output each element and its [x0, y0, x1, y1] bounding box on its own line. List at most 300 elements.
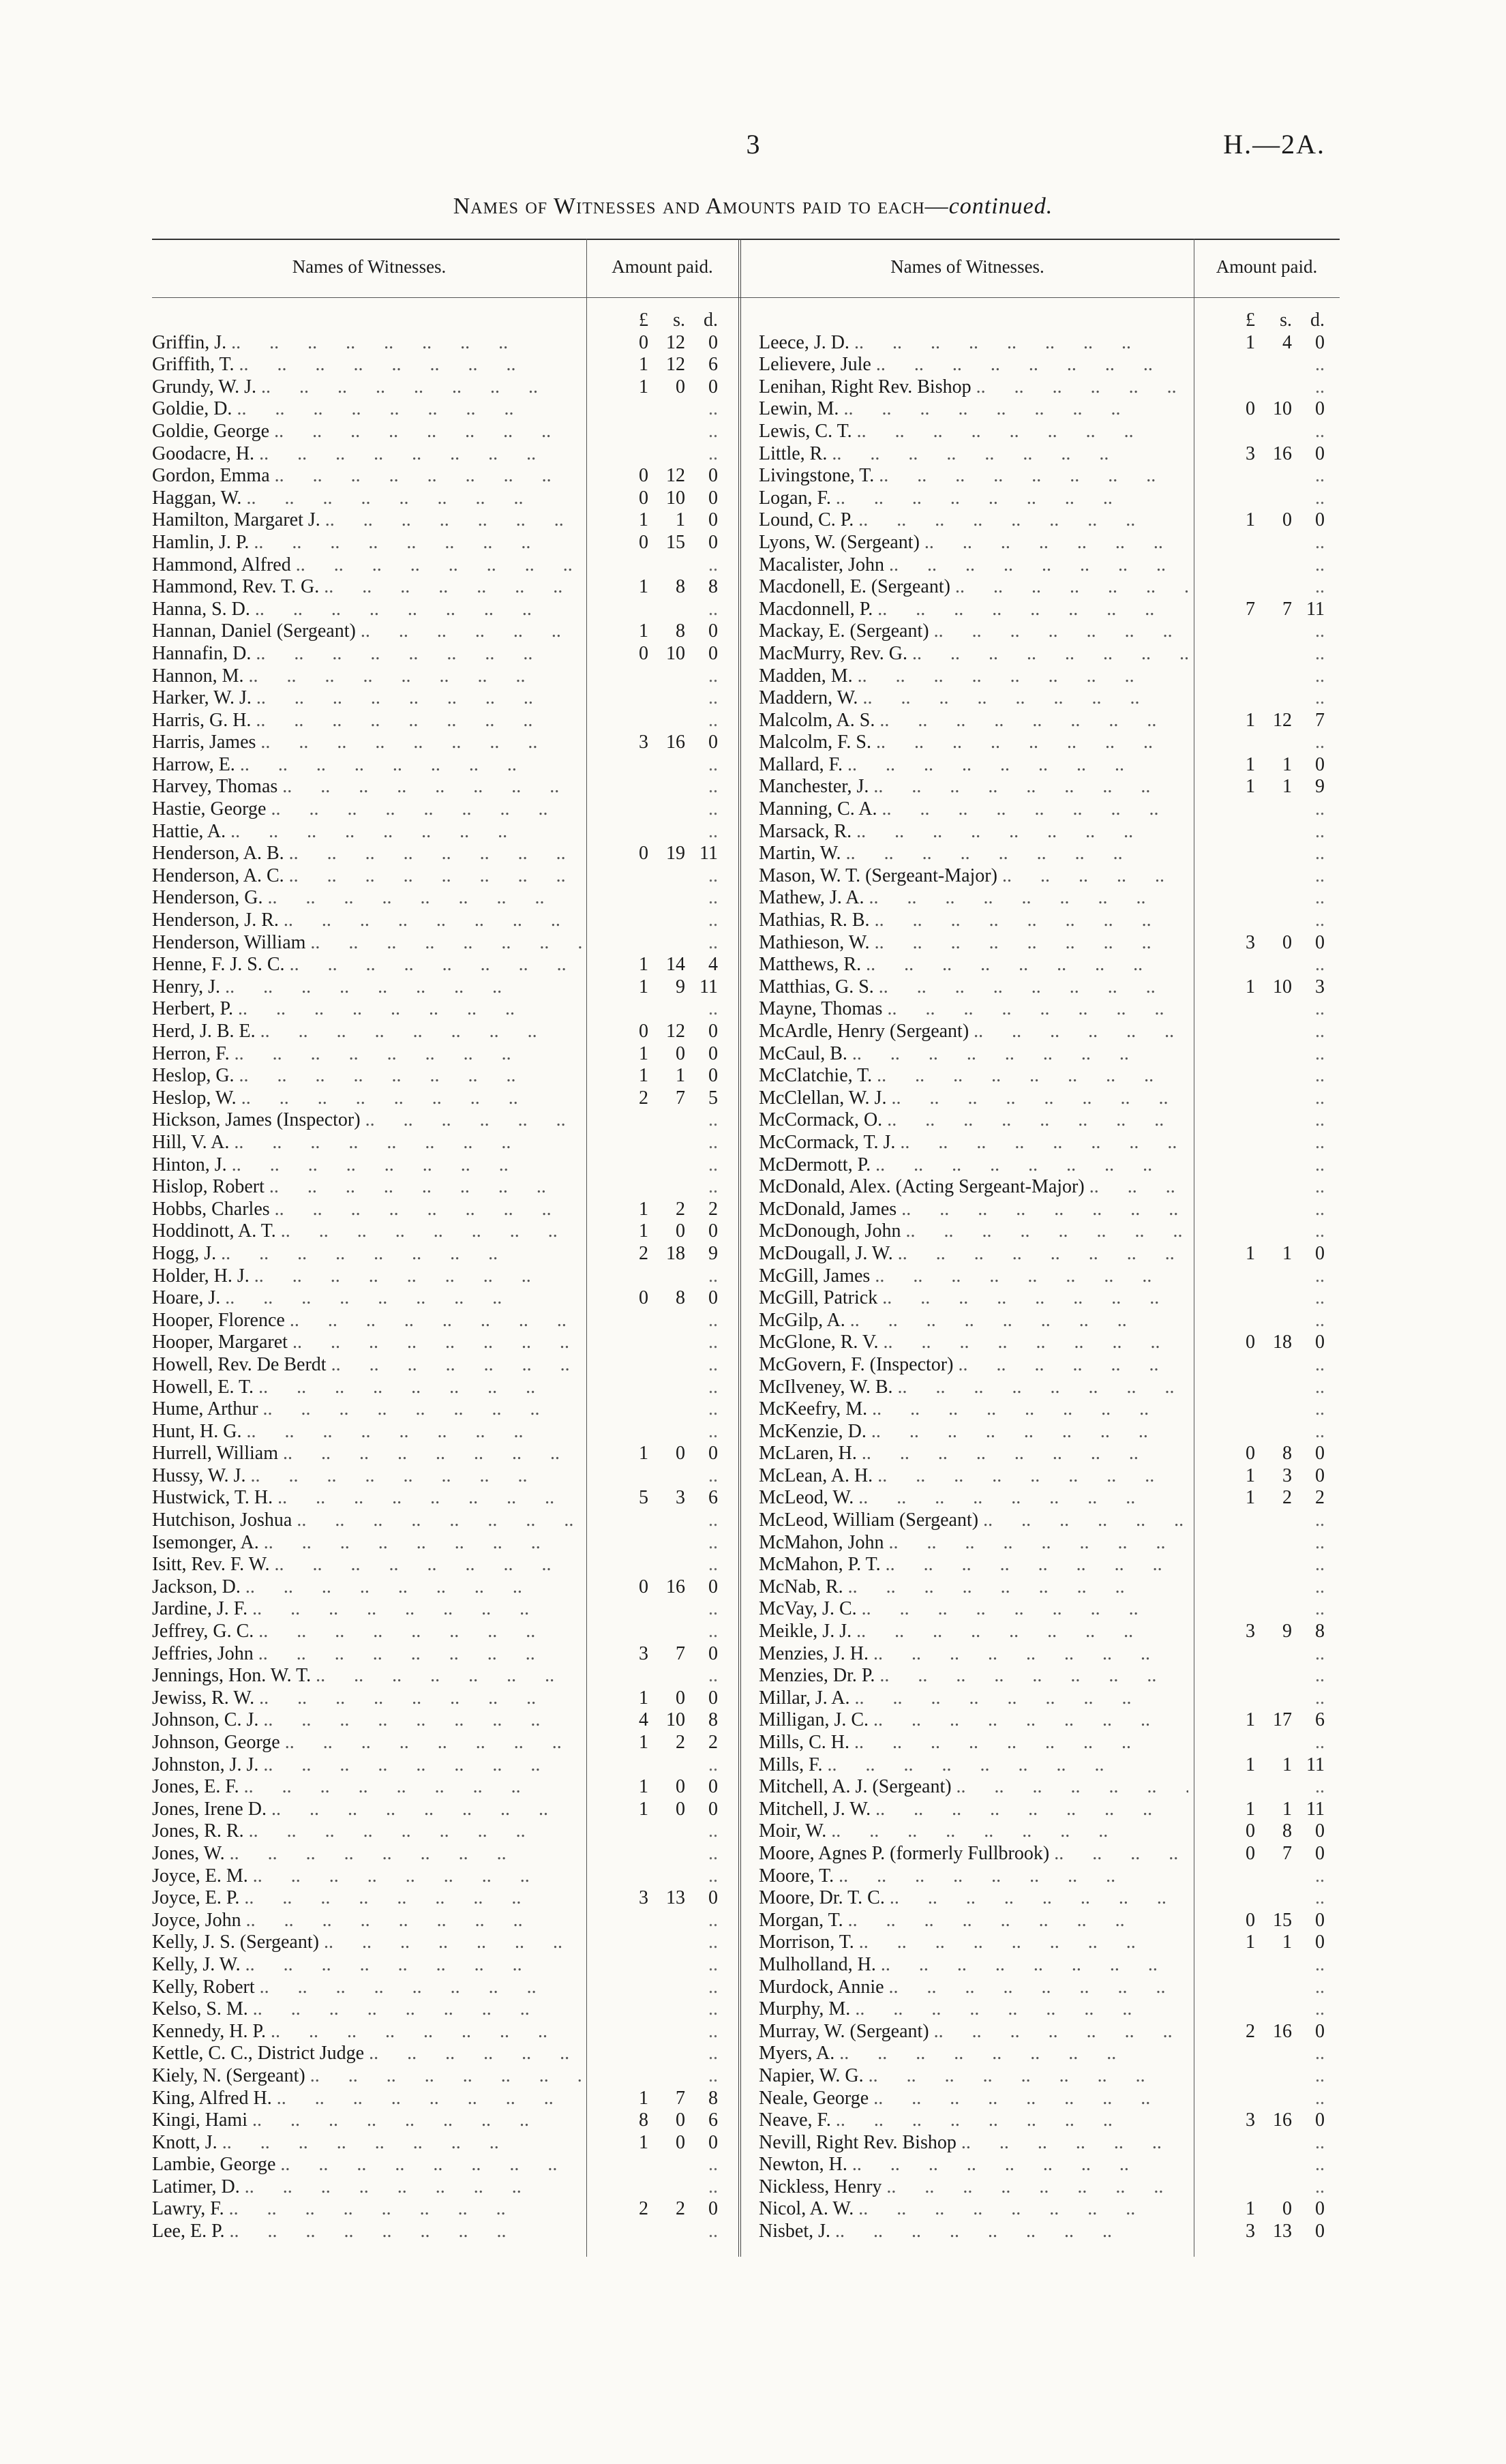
amount-paid [1188, 1398, 1325, 1421]
table-row [152, 1665, 738, 1687]
amount-paid [582, 2065, 718, 2088]
shillings-value: 0 [1282, 2198, 1292, 2220]
witness-name: Hussy, W. J. .. [152, 1465, 582, 1488]
amount-paid [1188, 1576, 1325, 1599]
amount-leaders: .. [1315, 642, 1325, 664]
table-row [152, 1732, 738, 1754]
pounds-value: 2 [639, 1087, 648, 1109]
table-row [152, 1132, 738, 1154]
pence-value: 9 [708, 1242, 718, 1264]
amount-paid [582, 1398, 718, 1421]
witness-name: McDonald, Alex. (Acting Sergeant-Major) .. [759, 1176, 1188, 1199]
amount-paid [582, 732, 718, 754]
shillings-value: 2 [676, 1732, 685, 1753]
table-row [152, 2043, 738, 2065]
witness-name: Harrow, E. .. [152, 754, 582, 777]
table-row [759, 620, 1340, 643]
pence-value: 0 [708, 1065, 718, 1087]
amount-leaders: .. [708, 1353, 718, 1375]
amount-leaders: .. [1315, 1687, 1325, 1709]
witness-name: McCaul, B. .. [759, 1043, 1188, 1066]
amount-paid [1188, 1621, 1325, 1643]
amount-paid [582, 1910, 718, 1932]
amount-leaders: .. [708, 1531, 718, 1553]
pence-value: 0 [708, 331, 718, 353]
amount-leaders: .. [708, 1554, 718, 1576]
pence-value: 0 [708, 642, 718, 664]
table-row [152, 1820, 738, 1843]
witness-name: Jardine, J. F. .. [152, 1598, 582, 1621]
pounds-value: 0 [639, 1576, 648, 1597]
amount-leaders: .. [1315, 998, 1325, 1020]
amount-leaders: .. [708, 420, 718, 442]
right-amount-header: Amount paid. [1216, 256, 1318, 277]
currency-units-row [152, 310, 738, 332]
amount-paid [582, 2043, 718, 2065]
witness-name: Mackay, E. (Sergeant) .. [759, 620, 1188, 643]
shillings-value: 7 [676, 1642, 685, 1664]
witness-name: Jeffrey, G. C. .. [152, 1621, 582, 1643]
table-row [759, 1199, 1340, 1221]
table-row [759, 1887, 1340, 1910]
witness-name: Kettle, C. C., District Judge .. [152, 2043, 582, 2065]
currency-units [1188, 310, 1325, 332]
amount-leaders: .. [708, 1598, 718, 1620]
pounds-value: 1 [1246, 1754, 1255, 1775]
amount-paid [582, 776, 718, 798]
pounds-value: 1 [639, 1065, 648, 1087]
shillings-value: 4 [1282, 331, 1292, 353]
table-row [759, 1932, 1340, 1954]
amount-leaders: .. [708, 820, 718, 842]
table-row [152, 1465, 738, 1488]
pounds-value: 0 [639, 465, 648, 487]
pounds-value: 1 [1246, 709, 1255, 731]
table-row [152, 443, 738, 466]
table-row [759, 1109, 1340, 1132]
amount-paid [1188, 465, 1325, 487]
witness-name: Griffin, J. .. [152, 332, 582, 355]
amount-paid [582, 376, 718, 399]
amount-leaders: .. [1315, 1531, 1325, 1553]
table-row [759, 1377, 1340, 1399]
table-row [759, 1732, 1340, 1754]
shillings-value: 0 [676, 1042, 685, 1064]
amount-paid [582, 1199, 718, 1221]
witness-name: Herbert, P. .. [152, 998, 582, 1021]
amount-paid [582, 1265, 718, 1288]
table-row [759, 1487, 1340, 1509]
witness-name: Knott, J. .. [152, 2132, 582, 2154]
amount-leaders: .. [1315, 2064, 1325, 2086]
table-row [759, 2065, 1340, 2088]
document-reference: H.—2A. [1223, 129, 1325, 160]
amount-paid [582, 2132, 718, 2154]
table-row [152, 599, 738, 621]
shillings-value: 8 [1282, 1820, 1292, 1842]
table-row [152, 1621, 738, 1643]
shillings-value: 0 [676, 376, 685, 397]
table-row [152, 332, 738, 355]
amount-paid [582, 2109, 718, 2132]
witness-name: Lambie, George .. [152, 2154, 582, 2176]
amount-paid [1188, 932, 1325, 955]
witness-name: Madden, M. .. [759, 665, 1188, 688]
table-row [152, 998, 738, 1021]
amount-paid [582, 1487, 718, 1509]
amount-paid [582, 2221, 718, 2243]
amount-paid [582, 1665, 718, 1687]
pence-value: 6 [1315, 1709, 1325, 1731]
pence-value: 9 [1315, 776, 1325, 798]
amount-leaders: .. [708, 1398, 718, 1420]
table-row [759, 954, 1340, 976]
witness-name: McGill, James .. [759, 1265, 1188, 1288]
witness-name: Hooper, Florence .. [152, 1310, 582, 1332]
unit-shillings: s. [673, 310, 685, 331]
table-row [759, 1554, 1340, 1576]
table-row [152, 754, 738, 777]
shillings-value: 1 [1282, 1932, 1292, 1953]
shillings-value: 8 [1282, 1443, 1292, 1464]
table-row [152, 1487, 738, 1509]
witness-name: McGilp, A. .. [759, 1310, 1188, 1332]
amount-paid [582, 1443, 718, 1465]
witness-name: Murray, W. (Sergeant) .. [759, 2021, 1188, 2043]
amount-paid [1188, 798, 1325, 821]
table-row [152, 2221, 738, 2243]
table-row [152, 1154, 738, 1177]
witness-name: Jewiss, R. W. .. [152, 1687, 582, 1710]
witness-name: Maddern, W. .. [759, 687, 1188, 710]
shillings-value: 0 [676, 1443, 685, 1464]
amount-leaders: .. [1315, 1353, 1325, 1375]
shillings-value: 10 [666, 1709, 685, 1731]
amount-paid [1188, 687, 1325, 710]
witness-name: Henry, J. .. [152, 976, 582, 999]
amount-paid [582, 1176, 718, 1199]
pence-value: 2 [1315, 1487, 1325, 1509]
amount-paid [1188, 1487, 1325, 1509]
amount-paid [582, 1954, 718, 1977]
pence-value: 0 [708, 1687, 718, 1709]
pounds-value: 1 [639, 1776, 648, 1798]
witness-name: Hobbs, Charles .. [152, 1199, 582, 1221]
pounds-value: 3 [639, 1642, 648, 1664]
table-row [152, 798, 738, 821]
amount-leaders: .. [708, 887, 718, 909]
amount-paid [1188, 1220, 1325, 1243]
amount-paid [582, 710, 718, 732]
witness-name: Haggan, W. .. [152, 487, 582, 510]
pence-value: 0 [708, 1287, 718, 1309]
table-row [152, 1310, 738, 1332]
table-row [759, 1977, 1340, 1999]
amount-paid [582, 821, 718, 843]
amount-paid [1188, 1176, 1325, 1199]
pence-value: 0 [708, 1021, 718, 1042]
witness-name: Mulholland, H. .. [759, 1954, 1188, 1977]
table-row [152, 2198, 738, 2221]
amount-paid [1188, 1310, 1325, 1332]
table-row [152, 1532, 738, 1554]
shillings-value: 16 [666, 1576, 685, 1597]
table-row [759, 1220, 1340, 1243]
amount-leaders: .. [708, 1865, 718, 1887]
amount-leaders: .. [1315, 2154, 1325, 2176]
shillings-value: 8 [676, 620, 685, 642]
amount-leaders: .. [1315, 1953, 1325, 1975]
amount-paid [582, 1643, 718, 1666]
witness-name: Hammond, Rev. T. G. .. [152, 576, 582, 599]
table-row [759, 1621, 1340, 1643]
amount-leaders: .. [1315, 1220, 1325, 1242]
amount-paid [582, 1598, 718, 1621]
witness-name: Kelso, S. M. .. [152, 1998, 582, 2021]
amount-leaders: .. [708, 665, 718, 687]
witness-name: Mills, F. .. [759, 1754, 1188, 1777]
witness-name: Heslop, W. .. [152, 1087, 582, 1110]
table-row [152, 1998, 738, 2021]
shillings-value: 10 [666, 642, 685, 664]
pounds-value: 3 [1246, 931, 1255, 953]
pence-value: 0 [708, 1042, 718, 1064]
amount-paid [1188, 620, 1325, 643]
witness-name: Lyons, W. (Sergeant) .. [759, 532, 1188, 554]
shillings-value: 3 [676, 1487, 685, 1509]
pounds-value: 0 [639, 1021, 648, 1042]
witness-name: McLaren, H. .. [759, 1443, 1188, 1465]
amount-paid [1188, 1643, 1325, 1666]
amount-paid [582, 1132, 718, 1154]
table-row [152, 1109, 738, 1132]
amount-paid [582, 1532, 718, 1554]
left-column [152, 310, 738, 2243]
witness-name: Herd, J. B. E. .. [152, 1021, 582, 1043]
amount-leaders: .. [1315, 420, 1325, 442]
pence-value: 0 [1315, 2198, 1325, 2220]
shillings-value: 0 [676, 1220, 685, 1242]
witness-name: Hume, Arthur .. [152, 1398, 582, 1421]
amount-paid [582, 1087, 718, 1110]
table-row [759, 1799, 1340, 1821]
amount-leaders: .. [1315, 1287, 1325, 1309]
witness-name: Hill, V. A. .. [152, 1132, 582, 1154]
table-row [152, 1287, 738, 1310]
table-row [759, 2043, 1340, 2065]
pence-value: 0 [1315, 931, 1325, 953]
witness-name: Macalister, John .. [759, 554, 1188, 577]
table-row [152, 2176, 738, 2199]
amount-leaders: .. [708, 442, 718, 464]
witness-name: Henderson, J. R. .. [152, 910, 582, 932]
amount-leaders: .. [1315, 1576, 1325, 1597]
table-row [152, 2088, 738, 2110]
shillings-value: 1 [676, 509, 685, 531]
table-row [152, 1799, 738, 1821]
amount-leaders: .. [1315, 1732, 1325, 1753]
right-names-header: Names of Witnesses. [890, 256, 1044, 277]
amount-paid [1188, 1865, 1325, 1888]
pounds-value: 1 [639, 954, 648, 976]
shillings-value: 2 [1282, 1487, 1292, 1509]
witness-name: Hanna, S. D. .. [152, 599, 582, 621]
shillings-value: 1 [1282, 753, 1292, 775]
pounds-value: 3 [639, 732, 648, 753]
shillings-value: 19 [666, 843, 685, 865]
shillings-value: 8 [676, 576, 685, 598]
amount-paid [1188, 421, 1325, 443]
amount-paid [1188, 1977, 1325, 1999]
amount-paid [1188, 398, 1325, 421]
amount-leaders: .. [708, 798, 718, 820]
table-row [152, 1377, 738, 1399]
table-row [152, 887, 738, 910]
pounds-value: 1 [639, 1443, 648, 1464]
table-row [152, 1954, 738, 1977]
table-row [152, 687, 738, 710]
table-row [152, 620, 738, 643]
table-row [152, 932, 738, 955]
witness-name: Hooper, Margaret .. [152, 1332, 582, 1354]
table-row [759, 1776, 1340, 1799]
amount-paid [1188, 1065, 1325, 1087]
table-row [152, 643, 738, 665]
pence-value: 11 [1306, 1754, 1325, 1775]
amount-leaders: .. [1315, 1109, 1325, 1131]
table-row [152, 1709, 738, 1732]
witness-name: Livingstone, T. .. [759, 465, 1188, 487]
amount-paid [1188, 1132, 1325, 1154]
amount-leaders: .. [1315, 1065, 1325, 1087]
amount-paid [582, 1754, 718, 1777]
table-row [152, 1087, 738, 1110]
table-row [152, 1065, 738, 1087]
amount-leaders: .. [1315, 1021, 1325, 1042]
amount-leaders: .. [1315, 2131, 1325, 2153]
shillings-value: 15 [666, 531, 685, 553]
table-row [759, 776, 1340, 798]
pounds-value: 1 [639, 1042, 648, 1064]
amount-paid [582, 932, 718, 955]
table-row [152, 665, 738, 688]
witness-name: Nicol, A. W. .. [759, 2198, 1188, 2221]
shillings-value: 2 [676, 1198, 685, 1220]
amount-paid [582, 620, 718, 643]
shillings-value: 1 [676, 1065, 685, 1087]
pence-value: 0 [708, 1220, 718, 1242]
table-row [152, 1443, 738, 1465]
table-row [759, 332, 1340, 355]
pence-value: 0 [708, 1642, 718, 1664]
witness-name: Hinton, J. .. [152, 1154, 582, 1177]
amount-paid [1188, 332, 1325, 355]
witness-name: Harvey, Thomas .. [152, 776, 582, 798]
table-row [759, 754, 1340, 777]
pence-value: 0 [708, 1776, 718, 1798]
amount-paid [582, 509, 718, 532]
amount-leaders: .. [1315, 1598, 1325, 1620]
amount-paid [582, 1509, 718, 1532]
amount-paid [582, 2088, 718, 2110]
witness-name: Hislop, Robert .. [152, 1176, 582, 1199]
pence-value: 0 [708, 732, 718, 753]
amount-paid [582, 532, 718, 554]
amount-paid [582, 954, 718, 976]
witness-name: Manchester, J. .. [759, 776, 1188, 798]
table-row [152, 1043, 738, 1066]
amount-paid [1188, 843, 1325, 865]
amount-paid [582, 576, 718, 599]
table-row [152, 2021, 738, 2043]
amount-leaders: .. [1315, 1154, 1325, 1175]
table-row [759, 821, 1340, 843]
witness-name: Isitt, Rev. F. W. .. [152, 1554, 582, 1576]
pounds-value: 1 [639, 1732, 648, 1753]
amount-paid [1188, 1932, 1325, 1954]
witness-name: Hannafin, D. .. [152, 643, 582, 665]
amount-paid [1188, 2198, 1325, 2221]
table-row [759, 1532, 1340, 1554]
witness-name: Henderson, William .. [152, 932, 582, 955]
shillings-value: 0 [1282, 509, 1292, 531]
table-row [759, 2109, 1340, 2132]
amount-leaders: .. [708, 1376, 718, 1398]
table-row [152, 1199, 738, 1221]
table-row [759, 710, 1340, 732]
amount-leaders: .. [708, 1998, 718, 2020]
witness-name: Mason, W. T. (Sergeant-Major) .. [759, 865, 1188, 888]
amount-leaders: .. [708, 1754, 718, 1775]
pounds-value: 0 [639, 487, 648, 509]
amount-paid [1188, 1799, 1325, 1821]
amount-leaders: .. [708, 1332, 718, 1353]
witness-name: Jennings, Hon. W. T. .. [152, 1665, 582, 1687]
pence-value: 6 [708, 2109, 718, 2131]
table-row [759, 976, 1340, 999]
amount-paid [1188, 1354, 1325, 1377]
amount-leaders: .. [1315, 1376, 1325, 1398]
witness-name: Kingi, Hami .. [152, 2109, 582, 2132]
amount-leaders: .. [1315, 1554, 1325, 1576]
shillings-value: 0 [676, 1776, 685, 1798]
pounds-value: 0 [1246, 1820, 1255, 1842]
amount-paid [1188, 487, 1325, 510]
witness-name: Jones, E. F. .. [152, 1776, 582, 1799]
amount-leaders: .. [708, 1176, 718, 1198]
table-row [152, 1509, 738, 1532]
amount-paid [1188, 1443, 1325, 1465]
amount-paid [582, 1820, 718, 1843]
witness-name: Mitchell, J. W. .. [759, 1799, 1188, 1821]
witness-name: McDonough, John .. [759, 1220, 1188, 1243]
table-row [759, 443, 1340, 466]
amount-paid [582, 1310, 718, 1332]
amount-paid [1188, 554, 1325, 577]
witness-name: Latimer, D. .. [152, 2176, 582, 2199]
unit-pence: d. [704, 310, 718, 331]
table-row [759, 665, 1340, 688]
table-row [152, 1554, 738, 1576]
witness-name: Harris, G. H. .. [152, 710, 582, 732]
table-row [759, 532, 1340, 554]
amount-leaders: .. [708, 687, 718, 709]
amount-leaders: .. [708, 398, 718, 420]
shillings-value: 10 [1273, 976, 1292, 997]
table-row [759, 865, 1340, 888]
amount-paid [1188, 1509, 1325, 1532]
amount-paid [1188, 1910, 1325, 1932]
